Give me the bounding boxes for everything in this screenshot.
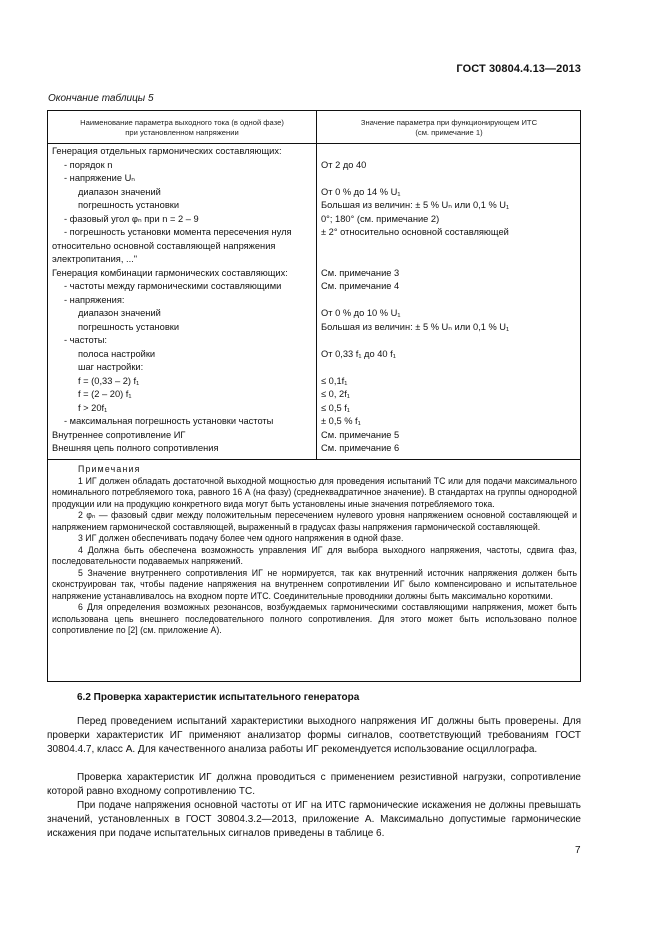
row-label: электропитания, ..." xyxy=(52,254,138,264)
row-value: См. примечание 4 xyxy=(321,281,400,291)
note-item: 5 Значение внутреннего сопротивления ИГ не нормируется, так как внутренний источник напряжения должен быть сконструирован так, чтобы падение напряжения на внутреннем сопротивлении ИГ было компенсировано и испытательное напряжение устанавливалось на входном порте ИТС. Соединительные проводники должны быть максимально короткими. xyxy=(52,567,577,601)
row-label: диапазон значений xyxy=(78,186,161,197)
note-item: 6 Для определения возможных резонансов, возбуждаемых гармоническими составляющими напряжения, может быть использована цепь внешнего последовательного полного сопротивления. Для этого может быть использовано полное сопротивление по [2] (см. приложение А). xyxy=(52,602,577,635)
column-header-line: при установленном напряжении xyxy=(125,128,239,137)
row-value: ± 2° относительно основной составляющей xyxy=(321,227,509,237)
row-value: См. примечание 6 xyxy=(321,443,400,453)
row-label: относительно основной составляющей напряжения xyxy=(52,240,276,251)
column-header-value xyxy=(320,118,578,138)
row-value: ≤ 0,1f₁ xyxy=(321,375,348,386)
row-label: диапазон значений xyxy=(78,308,161,318)
row-label: Генерация комбинации гармонических составляющих: xyxy=(52,267,288,278)
column-header-line: Наименование параметра выходного тока (в одной фазе) xyxy=(80,118,284,127)
column-header-parameter xyxy=(52,118,312,138)
row-label: - максимальная погрешность установки частоты xyxy=(64,416,274,426)
row-value: ± 0,5 % f₁ xyxy=(321,416,361,426)
row-label: шаг настройки: xyxy=(78,362,144,372)
row-label: - напряжение Uₙ xyxy=(64,173,136,183)
table-notes xyxy=(52,464,577,637)
row-label: - фазовый угол φₙ при n = 2 – 9 xyxy=(64,213,199,224)
row-label: Генерация отдельных гармонических составляющих: xyxy=(52,146,282,156)
row-label: погрешность установки xyxy=(78,321,180,332)
page-number: 7 xyxy=(575,845,581,856)
table-caption: Окончание таблицы 5 xyxy=(48,93,154,104)
row-label: - порядок n xyxy=(64,159,113,170)
row-value: ≤ 0,5 f₁ xyxy=(321,402,350,413)
row-value: Большая из величин: ± 5 % Uₙ или 0,1 % U₁ xyxy=(321,200,510,210)
header-divider xyxy=(48,143,580,144)
row-label: f > 20f₁ xyxy=(78,402,108,413)
row-value: От 0 % до 14 % U₁ xyxy=(321,186,401,197)
row-value: Большая из величин: ± 5 % Uₙ или 0,1 % U₁ xyxy=(321,321,510,332)
row-label: - погрешность установки момента пересечения нуля xyxy=(64,227,292,237)
row-label: Внешняя цепь полного сопротивления xyxy=(52,443,219,453)
body-paragraph: Перед проведением испытаний характеристики выходного напряжения ИГ должны быть проверены. Для проверки характеристик ИГ применяют анализатор формы сигналов, соответствующий требованиям ГОСТ 30804.4.7, класс А. Для качественного анализа работы ИГ рекомендуется использование осциллографа. xyxy=(47,716,581,755)
note-item: 1 ИГ должен обладать достаточной выходной мощностью для проведения испытаний ТС или для подачи максимального номинального потребляемого тока, равного 16 А (на фазу) (среднеквадратичное значение). В стандартах на группы однородной продукции или на продукцию конкретного вида могут быть установлены иные значения потребляемого тока. xyxy=(52,475,577,509)
note-item: 4 Должна быть обеспечена возможность управления ИГ для выбора выходного напряжения, частоты, сдвига фаз, последовательности подаваемых напряжений. xyxy=(52,544,577,566)
note-item: 3 ИГ должен обеспечивать подачу более чем одного напряжения в одной фазе. xyxy=(78,533,404,543)
row-value: См. примечание 5 xyxy=(321,429,400,440)
column-divider xyxy=(316,111,317,459)
document-id: ГОСТ 30804.4.13—2013 xyxy=(456,63,581,75)
body-paragraph: Проверка характеристик ИГ должна проводиться с применением резистивной нагрузки, сопротивление которой равно входному сопротивлению ТС. xyxy=(47,772,581,797)
section-heading: 6.2 Проверка характеристик испытательного генератора xyxy=(77,692,360,703)
row-label: - частоты между гармоническими составляющими xyxy=(64,281,282,291)
row-label: - напряжения: xyxy=(64,294,125,305)
row-label: - частоты: xyxy=(64,335,107,345)
notes-divider xyxy=(48,459,580,460)
body-paragraph: При подаче напряжения основной частоты от ИГ на ИТС гармонические искажения не должны превышать значений, установленных в ГОСТ 30804.3.2—2013, приложение А. Максимально допустимые гармонические искажения при подаче испытательных сигналов приведены в таблице 6. xyxy=(47,800,581,839)
row-value: См. примечание 3 xyxy=(321,267,400,278)
row-label: погрешность установки xyxy=(78,200,180,210)
parameters-table xyxy=(47,110,581,682)
notes-title: Примечания xyxy=(78,464,141,474)
row-label: полоса настройки xyxy=(78,348,156,359)
row-value: От 2 до 40 xyxy=(321,159,367,170)
note-item: 2 φₙ — фазовый сдвиг между положительным пересечением нулевого уровня напряжением основной составляющей и напряжением гармонической составляющей, выраженный в градусах фазы напряжения гармонической составляющей. xyxy=(52,510,577,532)
row-value: ≤ 0, 2f₁ xyxy=(321,389,350,399)
row-label: f = (2 – 20) f₁ xyxy=(78,389,132,399)
row-label: Внутреннее сопротивление ИГ xyxy=(52,429,186,440)
row-value: 0°; 180° (см. примечание 2) xyxy=(321,213,440,224)
row-label: f = (0,33 – 2) f₁ xyxy=(78,375,140,386)
column-header-line: Значение параметра при функционирующем ИТС xyxy=(360,118,538,127)
column-header-line: (см. примечание 1) xyxy=(415,128,483,137)
row-value: От 0 % до 10 % U₁ xyxy=(321,308,401,318)
row-value: От 0,33 f₁ до 40 f₁ xyxy=(321,348,396,359)
